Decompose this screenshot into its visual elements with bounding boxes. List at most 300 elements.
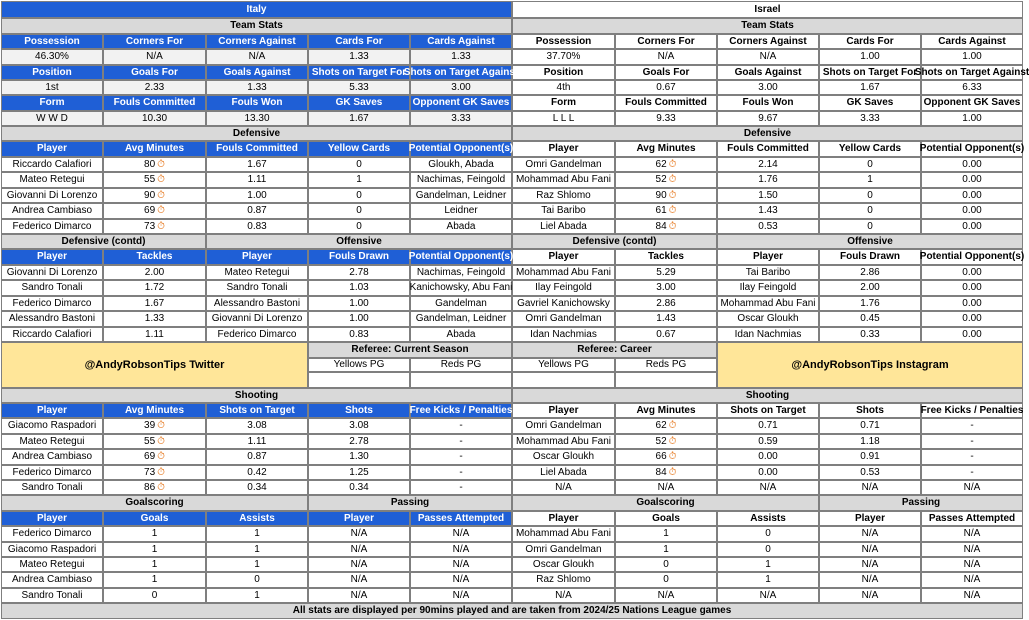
def-contd-title-right <box>512 234 717 249</box>
team-stat-value-left <box>206 80 308 95</box>
stopwatch-icon: ⏱ <box>157 220 165 232</box>
team-stat-header-left <box>308 65 410 80</box>
offensive-cell-right <box>921 296 1023 311</box>
team-stat-value-left-text: W W D <box>36 112 68 124</box>
def-contd-cell-left <box>103 280 206 296</box>
defensive-cell-left-text: Leidner <box>444 205 478 216</box>
def-contd-header-right <box>512 249 615 265</box>
goalscoring-cell-right-text: 1 <box>663 543 669 555</box>
shooting-cell-left <box>410 465 512 480</box>
goalscoring-cell-right-text: Mohammad Abu Fani <box>515 528 612 539</box>
shooting-cell-right-text: 0.53 <box>860 466 880 478</box>
def-contd-cell-right <box>615 296 717 311</box>
offensive-cell-left <box>206 280 308 296</box>
defensive-cell-right <box>717 157 819 172</box>
referee-career-reds-value <box>615 372 717 388</box>
shooting-cell-left-text: 69 <box>144 451 156 462</box>
offensive-header-left-text: Fouls Drawn <box>328 251 389 262</box>
stopwatch-icon: ⏱ <box>157 466 165 478</box>
team-stat-value-left-text: 1st <box>45 81 59 93</box>
team-stat-header-left-text: Cards For <box>335 35 383 47</box>
offensive-cell-left <box>206 265 308 280</box>
defensive-cell-left-text: 90 <box>144 189 156 201</box>
defensive-cell-left-text: 69 <box>144 205 156 216</box>
team-stat-header-right-text: GK Saves <box>846 97 894 108</box>
team-stat-value-left-text: N/A <box>248 51 266 62</box>
defensive-cell-right <box>819 188 921 203</box>
stopwatch-icon: ⏱ <box>157 158 165 170</box>
goalscoring-cell-left-text: Giacomo Raspadori <box>7 543 97 555</box>
def-contd-header-left <box>103 249 206 265</box>
shooting-cell-right-text: - <box>970 451 974 462</box>
defensive-header-right <box>819 141 921 157</box>
def-contd-cell-left <box>103 265 206 280</box>
offensive-title-left <box>206 234 512 249</box>
shooting-header-left-text: Player <box>36 404 68 416</box>
goalscoring-cell-right <box>512 542 615 557</box>
defensive-cell-right-text: 0 <box>867 205 873 216</box>
team-stat-header-right-text: Form <box>551 97 576 108</box>
defensive-cell-right-text: 84 <box>655 220 667 232</box>
passing-header-left-text: Passes Attempted <box>417 512 505 524</box>
team-stat-header-right <box>615 95 717 111</box>
team-stat-value-left <box>1 49 103 65</box>
shooting-cell-right-text: 66 <box>655 451 667 462</box>
shooting-cell-left-text: 0.34 <box>349 481 369 493</box>
stopwatch-icon: ⏱ <box>157 451 165 462</box>
offensive-cell-left-text: 1.00 <box>349 297 369 309</box>
passing-cell-right <box>921 526 1023 542</box>
passing-cell-left-text: N/A <box>350 558 368 570</box>
offensive-cell-right <box>717 265 819 280</box>
passing-cell-left <box>308 526 410 542</box>
defensive-header-left-text: Fouls Committed <box>216 143 298 154</box>
goalscoring-cell-left-text: 1 <box>151 528 158 539</box>
shooting-cell-right-text: 84 <box>655 466 667 478</box>
team-stat-value-right-text: 3.33 <box>860 112 880 124</box>
shooting-header-left-text: Shots <box>345 404 373 416</box>
defensive-cell-left-text: 1.00 <box>247 189 267 201</box>
offensive-cell-left <box>206 296 308 311</box>
def-contd-cell-left <box>1 265 103 280</box>
team-stat-header-left <box>206 34 308 49</box>
team-stat-value-right <box>615 49 717 65</box>
offensive-cell-right-text: 0.33 <box>860 328 880 340</box>
shooting-cell-right-text: 0.00 <box>758 451 778 462</box>
shooting-header-right <box>717 403 819 418</box>
def-contd-cell-left <box>1 280 103 296</box>
defensive-cell-left <box>308 157 410 172</box>
shooting-header-right <box>921 403 1023 418</box>
defensive-cell-right-text: Raz Shlomo <box>536 189 591 201</box>
offensive-cell-left-text: Gandelman <box>435 297 487 309</box>
team-stat-value-left-text: N/A <box>146 51 163 62</box>
shooting-cell-right-text: Liel Abada <box>540 466 587 478</box>
offensive-cell-right-text: Idan Nachmias <box>734 328 802 340</box>
shooting-cell-left-text: 0.34 <box>247 481 267 493</box>
shooting-cell-right-text: Oscar Gloukh <box>532 451 595 462</box>
goalscoring-header-left <box>1 511 103 526</box>
offensive-cell-right <box>717 311 819 327</box>
team-stat-value-right-text: 1.00 <box>860 51 880 62</box>
offensive-cell-right-text: 0.00 <box>962 282 982 293</box>
goalscoring-cell-right <box>512 572 615 588</box>
offensive-header-left-text: Player <box>241 251 273 262</box>
offensive-header-left-text: Potential Opponent(s) <box>408 251 514 262</box>
offensive-cell-left-text: 2.78 <box>349 266 369 278</box>
goalscoring-cell-right <box>717 526 819 542</box>
referee-current-reds-header-text: Reds PG <box>440 359 482 370</box>
defensive-header-left <box>1 141 103 157</box>
offensive-cell-right <box>819 280 921 296</box>
shooting-cell-right <box>819 480 921 495</box>
team-stat-value-right-text: L L L <box>552 112 575 124</box>
passing-cell-left-text: N/A <box>452 528 470 539</box>
offensive-cell-left <box>410 265 512 280</box>
shooting-header-left <box>1 403 103 418</box>
shooting-cell-right <box>615 449 717 465</box>
goalscoring-cell-left <box>1 526 103 542</box>
team-stat-header-left-text: Corners Against <box>218 35 296 47</box>
team-stat-value-left <box>103 111 206 126</box>
team-stat-value-right-text: 3.00 <box>758 81 778 93</box>
defensive-cell-left-text: Mateo Retegui <box>19 174 85 185</box>
offensive-cell-right-text: 0.00 <box>962 328 982 340</box>
shooting-cell-left <box>103 480 206 495</box>
team-stat-header-left-text: Shots on Target Against <box>403 66 519 78</box>
shooting-cell-right <box>512 465 615 480</box>
def-contd-cell-right-text: 1.43 <box>656 313 676 324</box>
defensive-cell-left <box>308 203 410 219</box>
passing-cell-right <box>921 557 1023 572</box>
shooting-cell-left <box>1 418 103 434</box>
offensive-header-right <box>717 249 819 265</box>
team-stat-value-left-text: 10.30 <box>141 112 168 124</box>
def-contd-cell-right <box>615 327 717 342</box>
team-stat-value-left <box>308 49 410 65</box>
defensive-header-right-text: Potential Opponent(s) <box>919 143 1025 154</box>
team-stat-header-right <box>717 95 819 111</box>
passing-cell-right <box>819 542 921 557</box>
shooting-cell-left <box>103 418 206 434</box>
shooting-cell-left <box>410 480 512 495</box>
defensive-cell-right <box>921 203 1023 219</box>
def-contd-title-right-text: Defensive (contd) <box>572 235 657 247</box>
defensive-cell-left-text: 0 <box>356 220 362 232</box>
team-stat-value-right <box>717 49 819 65</box>
defensive-cell-right-text: 0.00 <box>962 174 982 185</box>
stopwatch-icon: ⏱ <box>157 189 165 201</box>
defensive-cell-left <box>410 172 512 188</box>
defensive-cell-left-text: Federico Dimarco <box>12 220 92 232</box>
team-stat-value-right-text: 37.70% <box>546 51 581 62</box>
def-contd-cell-left-text: Riccardo Calafiori <box>12 328 92 340</box>
offensive-cell-left <box>308 296 410 311</box>
shooting-cell-left-text: - <box>459 451 463 462</box>
passing-title-left-text: Passing <box>390 497 430 508</box>
def-contd-cell-left-text: Federico Dimarco <box>12 297 92 309</box>
defensive-cell-right <box>921 188 1023 203</box>
shooting-cell-left-text: 3.08 <box>349 420 369 431</box>
shooting-header-right-text: Shots on Target <box>730 404 806 416</box>
offensive-cell-left <box>410 311 512 327</box>
shooting-cell-right-text: 1.18 <box>860 435 880 447</box>
goalscoring-cell-left <box>206 526 308 542</box>
shooting-cell-left-text: 73 <box>144 466 156 478</box>
team-stat-header-right-text: Cards For <box>846 35 894 47</box>
goalscoring-cell-left <box>103 542 206 557</box>
passing-header-left-text: Player <box>343 512 375 524</box>
defensive-cell-left <box>1 188 103 203</box>
passing-cell-right-text: N/A <box>861 543 879 555</box>
defensive-cell-left-text: Gandelman, Leidner <box>415 189 507 201</box>
shooting-cell-left <box>206 449 308 465</box>
team-stat-header-right <box>512 65 615 80</box>
passing-cell-right-text: N/A <box>861 589 879 601</box>
team-stat-value-right <box>819 111 921 126</box>
team-stat-header-right <box>717 65 819 80</box>
team-stat-header-left <box>103 95 206 111</box>
shooting-cell-right <box>615 480 717 495</box>
team-stats-title-left-text: Team Stats <box>230 20 283 31</box>
passing-cell-left <box>410 526 512 542</box>
shooting-cell-left <box>308 418 410 434</box>
goalscoring-cell-right-text: 0 <box>765 543 771 555</box>
offensive-cell-left-text: Nachimas, Feingold <box>416 266 506 278</box>
passing-cell-left-text: N/A <box>350 543 368 555</box>
shooting-title-left-text: Shooting <box>234 389 279 401</box>
goalscoring-header-right-text: Player <box>548 512 579 524</box>
defensive-cell-right <box>819 157 921 172</box>
def-contd-cell-right <box>512 296 615 311</box>
team-stat-header-right-text: Shots on Target Against <box>914 66 1029 78</box>
stopwatch-icon: ⏱ <box>157 435 165 447</box>
team-stat-value-right-text: 1.67 <box>860 81 880 93</box>
team-stat-header-right-text: Cards Against <box>938 35 1006 47</box>
team-stat-header-right-text: Goals For <box>642 66 690 78</box>
shooting-cell-left <box>308 434 410 449</box>
team-stat-value-right <box>921 49 1023 65</box>
shooting-cell-right <box>921 434 1023 449</box>
shooting-cell-left <box>410 434 512 449</box>
shooting-cell-left-text: 1.25 <box>349 466 369 478</box>
team-stat-value-right-text: 0.67 <box>656 81 676 93</box>
team-stat-value-right <box>921 80 1023 95</box>
goalscoring-cell-right-text: 1 <box>765 574 771 585</box>
offensive-cell-left-text: 1.00 <box>349 313 369 324</box>
offensive-cell-left-text: Abada <box>446 328 476 340</box>
defensive-cell-left-text: Andrea Cambiaso <box>11 205 93 216</box>
defensive-cell-left <box>410 219 512 234</box>
def-contd-cell-left <box>103 311 206 327</box>
team-stat-value-left-text: 5.33 <box>349 81 369 93</box>
team-stat-header-left <box>206 95 308 111</box>
def-contd-cell-right <box>615 311 717 327</box>
offensive-cell-right <box>819 296 921 311</box>
referee-current-title <box>308 342 512 358</box>
defensive-cell-right <box>819 219 921 234</box>
defensive-cell-left <box>1 219 103 234</box>
team-name-right <box>512 1 1023 18</box>
passing-cell-right <box>921 572 1023 588</box>
defensive-cell-right-text: 52 <box>655 174 667 185</box>
goalscoring-cell-right-text: Oscar Gloukh <box>532 558 595 570</box>
referee-career-reds-header <box>615 358 717 372</box>
offensive-cell-left <box>206 327 308 342</box>
defensive-cell-left <box>206 203 308 219</box>
team-stat-header-left-text: Possession <box>24 35 80 47</box>
passing-header-right-text: Passes Attempted <box>928 512 1016 524</box>
def-contd-cell-left-text: 1.33 <box>144 313 165 324</box>
shooting-cell-right <box>921 418 1023 434</box>
shooting-cell-left <box>103 449 206 465</box>
defensive-cell-right <box>512 188 615 203</box>
defensive-cell-left <box>103 219 206 234</box>
def-contd-cell-left-text: 2.00 <box>144 266 165 278</box>
shooting-cell-right-text: - <box>970 466 974 478</box>
defensive-header-right-text: Player <box>548 143 579 154</box>
defensive-cell-right-text: 0 <box>867 189 873 201</box>
defensive-cell-left-text: 0 <box>356 189 362 201</box>
shooting-cell-right <box>819 434 921 449</box>
defensive-header-right-text: Yellow Cards <box>838 143 902 154</box>
shooting-cell-left-text: 39 <box>144 420 156 431</box>
passing-cell-right <box>819 557 921 572</box>
team-stat-header-left <box>1 95 103 111</box>
goalscoring-cell-left-text: 1 <box>254 543 260 555</box>
team-stat-value-right <box>921 111 1023 126</box>
passing-cell-right-text: N/A <box>861 574 879 585</box>
defensive-header-left-text: Yellow Cards <box>327 143 391 154</box>
team-stat-header-left-text: Fouls Won <box>231 97 283 108</box>
defensive-header-left-text: Player <box>36 143 68 154</box>
team-stat-header-left-text: Shots on Target For <box>311 66 407 78</box>
shooting-cell-right <box>717 480 819 495</box>
defensive-header-right <box>921 141 1023 157</box>
team-stat-value-left-text: 1.33 <box>247 81 267 93</box>
passing-header-right <box>819 511 921 526</box>
goalscoring-cell-right <box>717 557 819 572</box>
def-contd-cell-left-text: 1.11 <box>145 328 164 340</box>
team-stat-value-left <box>206 111 308 126</box>
goalscoring-header-left-text: Goals <box>140 512 169 524</box>
offensive-cell-right-text: 2.86 <box>860 266 880 278</box>
def-contd-cell-left <box>1 311 103 327</box>
team-stat-header-left <box>308 95 410 111</box>
def-contd-title-left <box>1 234 206 249</box>
defensive-cell-right <box>717 219 819 234</box>
referee-career-reds-header-text: Reds PG <box>645 359 687 370</box>
goalscoring-cell-right <box>512 588 615 603</box>
defensive-header-right-text: Avg Minutes <box>636 143 696 154</box>
team-name-right-text: Israel <box>754 3 781 15</box>
defensive-cell-left <box>103 203 206 219</box>
shooting-cell-left <box>103 465 206 480</box>
team-stats-title-right <box>512 18 1023 34</box>
passing-cell-left <box>410 588 512 603</box>
def-contd-title-left-text: Defensive (contd) <box>61 235 146 247</box>
team-stats-title-right-text: Team Stats <box>741 20 794 31</box>
shooting-cell-left <box>1 434 103 449</box>
defensive-cell-left-text: Nachimas, Feingold <box>416 174 506 185</box>
stopwatch-icon: ⏱ <box>668 451 677 462</box>
offensive-cell-left-text: Gandelman, Leidner <box>415 313 507 324</box>
team-stat-value-left <box>410 49 512 65</box>
shooting-cell-right <box>717 449 819 465</box>
stopwatch-icon: ⏱ <box>157 174 165 185</box>
team-stat-value-left-text: 1.33 <box>349 51 369 62</box>
defensive-cell-left-text: Abada <box>446 220 476 232</box>
team-stat-header-left-text: Goals For <box>131 66 178 78</box>
stopwatch-icon: ⏱ <box>668 189 677 201</box>
offensive-cell-right-text: 0.45 <box>860 313 880 324</box>
shooting-cell-left-text: - <box>459 435 463 447</box>
team-stat-value-left <box>1 111 103 126</box>
defensive-cell-right <box>717 172 819 188</box>
def-contd-cell-right <box>512 280 615 296</box>
goalscoring-cell-right-text: Omri Gandelman <box>525 543 602 555</box>
passing-cell-left-text: N/A <box>452 589 470 601</box>
team-stat-value-right <box>512 111 615 126</box>
team-stat-value-left <box>206 49 308 65</box>
goalscoring-cell-left-text: 0 <box>151 589 158 601</box>
goalscoring-cell-left <box>103 557 206 572</box>
referee-career-title-text: Referee: Career <box>577 344 652 355</box>
defensive-cell-right <box>615 172 717 188</box>
defensive-cell-right-text: Mohammad Abu Fani <box>515 174 612 185</box>
shooting-header-right-text: Free Kicks / Penalties <box>920 404 1024 416</box>
goalscoring-cell-right-text: N/A <box>555 589 572 601</box>
shooting-cell-left-text: 55 <box>144 435 156 447</box>
defensive-cell-left <box>206 172 308 188</box>
team-stat-value-right <box>512 80 615 95</box>
def-contd-cell-left <box>103 296 206 311</box>
team-stat-header-right-text: Corners Against <box>729 35 807 47</box>
defensive-cell-right-text: 1.50 <box>758 189 778 201</box>
passing-cell-right <box>819 588 921 603</box>
shooting-cell-left <box>1 449 103 465</box>
twitter-handle-text: @AndyRobsonTips Twitter <box>84 358 225 371</box>
stopwatch-icon: ⏱ <box>668 158 677 170</box>
shooting-cell-right <box>819 418 921 434</box>
defensive-cell-right <box>921 172 1023 188</box>
shooting-cell-left <box>410 449 512 465</box>
team-stat-header-right <box>615 34 717 49</box>
shooting-cell-left-text: Mateo Retegui <box>19 435 85 447</box>
passing-header-right <box>921 511 1023 526</box>
shooting-cell-right-text: 62 <box>655 420 667 431</box>
defensive-title-left <box>1 126 512 141</box>
shooting-cell-left <box>308 465 410 480</box>
team-stat-header-right <box>717 34 819 49</box>
team-stat-header-right-text: Possession <box>535 35 592 47</box>
goalscoring-cell-right-text: N/A <box>759 589 777 601</box>
shooting-cell-right-text: 0.71 <box>758 420 778 431</box>
shooting-cell-left <box>308 449 410 465</box>
twitter-handle <box>1 342 308 388</box>
shooting-cell-right <box>717 465 819 480</box>
team-stat-value-right <box>717 111 819 126</box>
defensive-cell-right <box>717 188 819 203</box>
defensive-cell-right <box>512 172 615 188</box>
defensive-cell-right-text: 1.43 <box>758 205 778 216</box>
defensive-cell-right <box>921 219 1023 234</box>
passing-cell-right <box>921 588 1023 603</box>
offensive-cell-right-text: Tai Baribo <box>745 266 791 278</box>
team-stat-value-right-text: 9.33 <box>656 112 676 124</box>
offensive-cell-left <box>410 280 512 296</box>
defensive-cell-left-text: 73 <box>144 220 156 232</box>
